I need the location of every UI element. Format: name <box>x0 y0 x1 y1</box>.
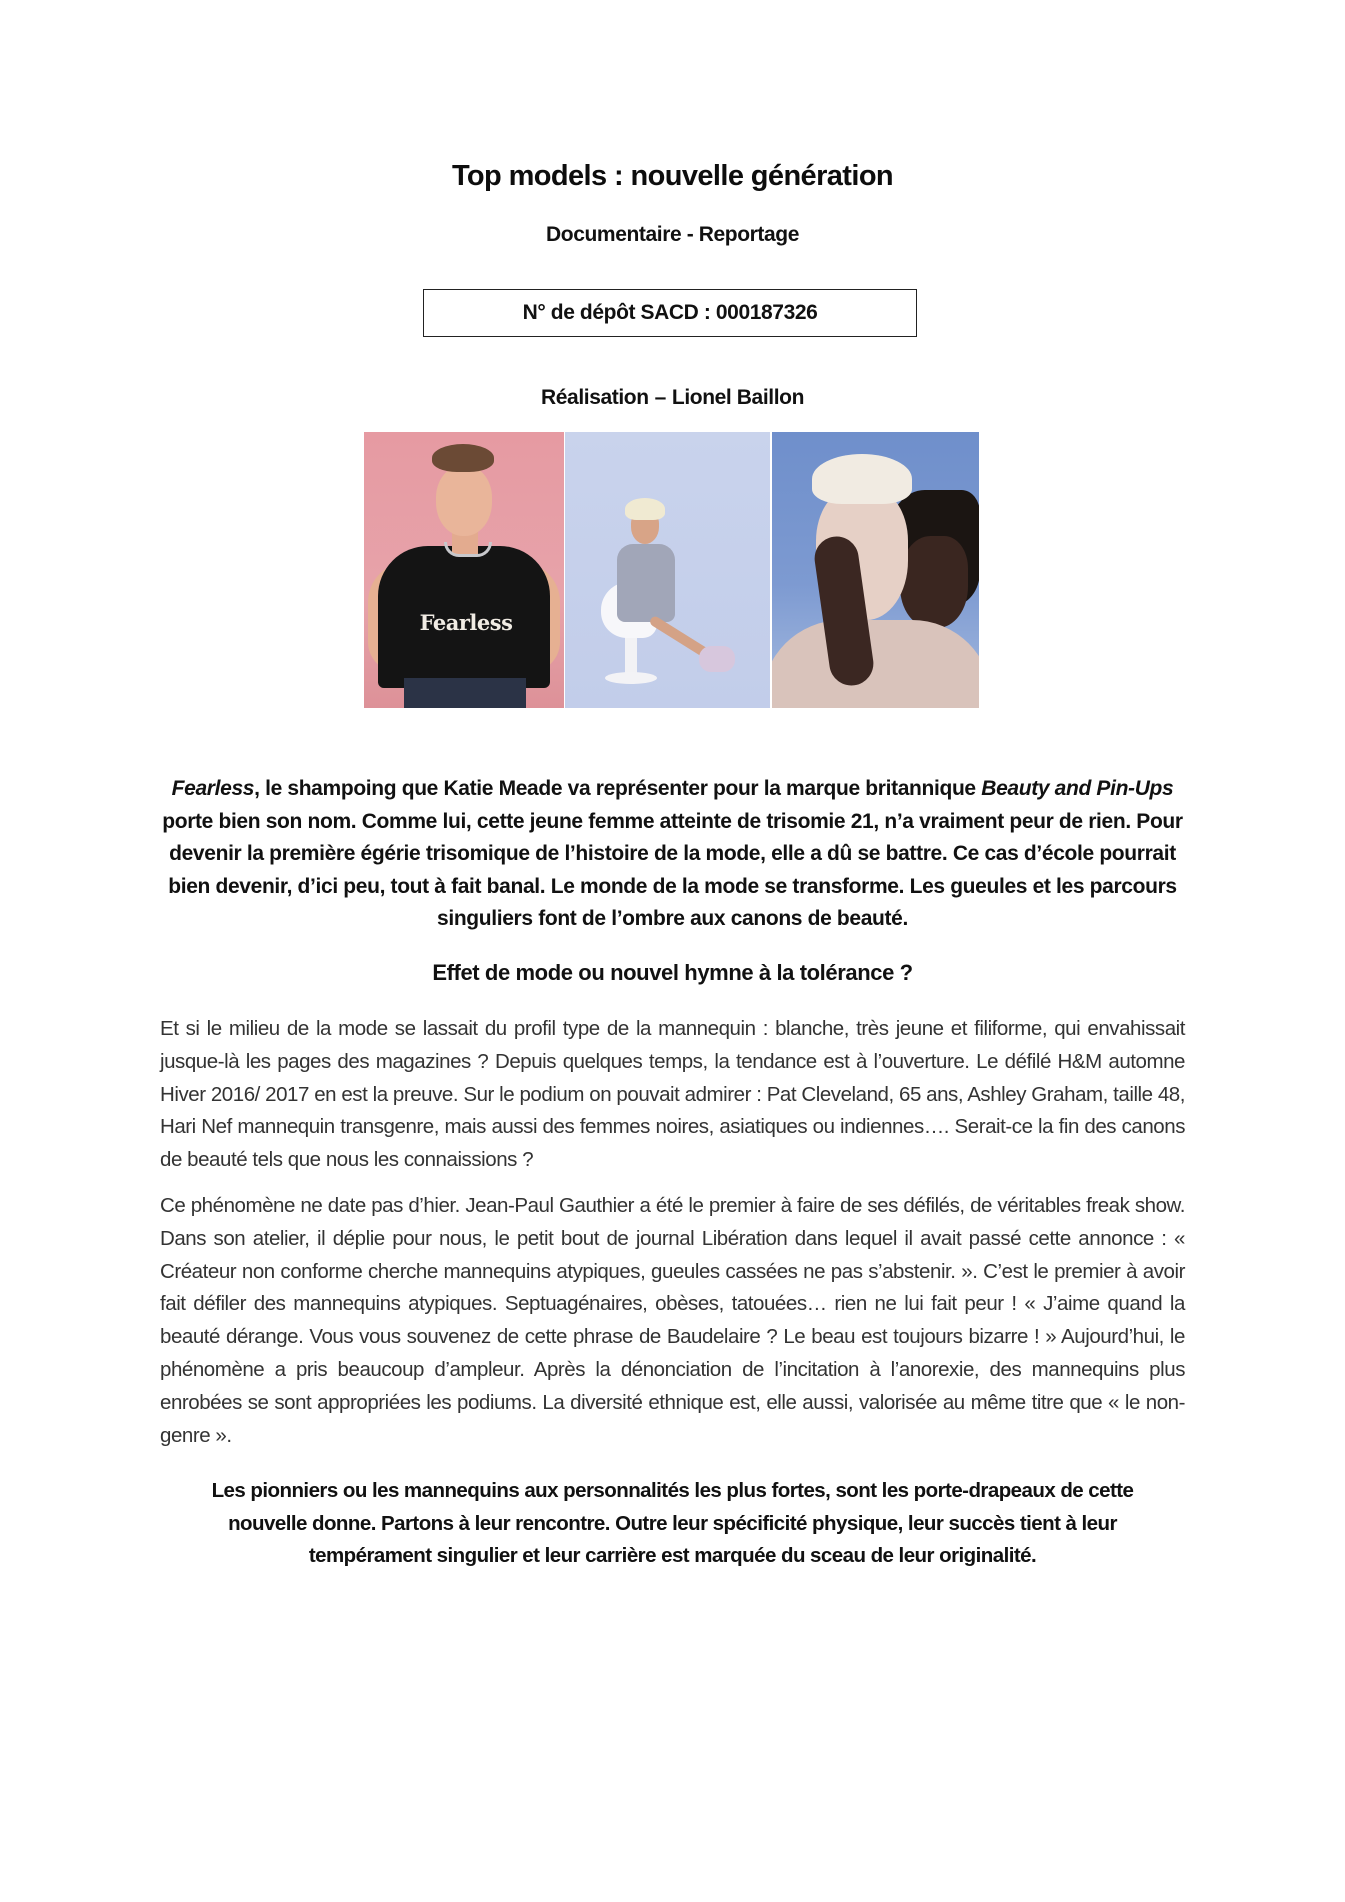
photo-shoulders-shape <box>772 620 979 708</box>
photo-hair-shape <box>812 454 912 504</box>
photo-chair-base-shape <box>605 672 657 684</box>
photo-chair-stem-shape <box>625 632 637 676</box>
photo-jeans-shape <box>404 678 526 708</box>
photo-face-shape <box>436 466 492 536</box>
document-title: Top models : nouvelle génération <box>451 160 894 192</box>
director-credit <box>0 386 1345 410</box>
photo-hair-shape <box>625 498 665 520</box>
photo-strip <box>364 432 979 708</box>
intro-brand: Beauty and Pin-Ups <box>981 777 1174 800</box>
photo-shoes-shape <box>699 646 735 672</box>
director-name: Lionel Baillon <box>671 386 804 409</box>
photo-hair-shape <box>432 444 494 472</box>
photo-jacket-shape <box>617 544 675 622</box>
body-paragraph: Ce phénomène ne date pas d’hier. Jean-Paul Gauthier a été le premier à faire de ses défilés, de véritables freak show. Dans son atelier, il déplie pour nous, le petit bout de journal Libération dans lequel il avait passé cette annonce : « Créateur non conforme cherche mannequins atypiques, gueules cassées ne pas s’abstenir. ». C’est le premier à avoir fait défiler des mannequins atypiques. Septuagénaires, obèses, tatouées… rien ne lui fait peur ! « J’aime quand la beauté dérange. Vous vous souvenez de cette phrase de Baudelaire ? Le beau est toujours bizarre ! » Aujourd’hui, le phénomène a pris beaucoup d’ampleur. Après la dénonciation de l’incitation à l’anorexie, des mannequins plus enrobées se sont appropriées les podiums. La diversité ethnique est, elle aussi, valorisée au même titre que « le non-genre ». <box>160 1194 1185 1447</box>
closing-paragraph: Les pionniers ou les mannequins aux personnalités les plus fortes, sont les porte-drapeaux de cette nouvelle donne. Partons à leur rencontre. Outre leur spécificité physique, leur succès tient à leur tempérament singulier et leur carrière est marquée du sceau de leur originalité. <box>211 1479 1134 1567</box>
intro-paragraph <box>160 773 1185 936</box>
photo-necklace-shape <box>444 542 492 557</box>
photo-katie-meade <box>364 432 564 708</box>
photo-shirt-text: Fearless <box>419 610 513 635</box>
credit-separator: – <box>654 386 666 409</box>
photo-back-face-shape <box>900 536 968 628</box>
document-genre: Documentaire - Reportage <box>546 223 799 246</box>
intro-fearless: Fearless <box>171 777 255 800</box>
intro-part-2: porte bien son nom. Comme lui, cette jeune femme atteinte de trisomie 21, n’a vraiment peur de rien. Pour devenir la première égérie trisomique de l’histoire de la mode, elle a dû se battre. Ce cas d’école pourrait bien devenir, d’ici peu, tout à fait banal. Le monde de la mode se transforme. Les gueules et les parcours singuliers font de l’ombre aux canons de beauté. <box>162 809 1183 930</box>
photo-seated-model <box>565 432 770 708</box>
photo-two-models <box>772 432 979 708</box>
credit-label: Réalisation <box>541 386 649 409</box>
body-paragraph: Et si le milieu de la mode se lassait du profil type de la mannequin : blanche, très jeune et filiforme, qui envahissait jusque-là les pages des magazines ? Depuis quelques temps, la tendance est à l’ouverture. Le défilé H&M automne Hiver 2016/ 2017 en est la preuve. Sur le podium on pouvait admirer : Pat Cleveland, 65 ans, Ashley Graham, taille 48, Hari Nef mannequin transgenre, mais aussi des femmes noires, asiatiques ou indiennes…. Serait-ce la fin des canons de beauté tels que nous les connaissions ? <box>160 1017 1185 1172</box>
sacd-deposit-box <box>423 289 917 337</box>
sacd-deposit-number: N° de dépôt SACD : 000187326 <box>522 301 818 324</box>
intro-part-1: , le shampoing que Katie Meade va représenter pour la marque britannique <box>254 777 982 800</box>
section-heading: Effet de mode ou nouvel hymne à la tolérance ? <box>432 960 913 985</box>
